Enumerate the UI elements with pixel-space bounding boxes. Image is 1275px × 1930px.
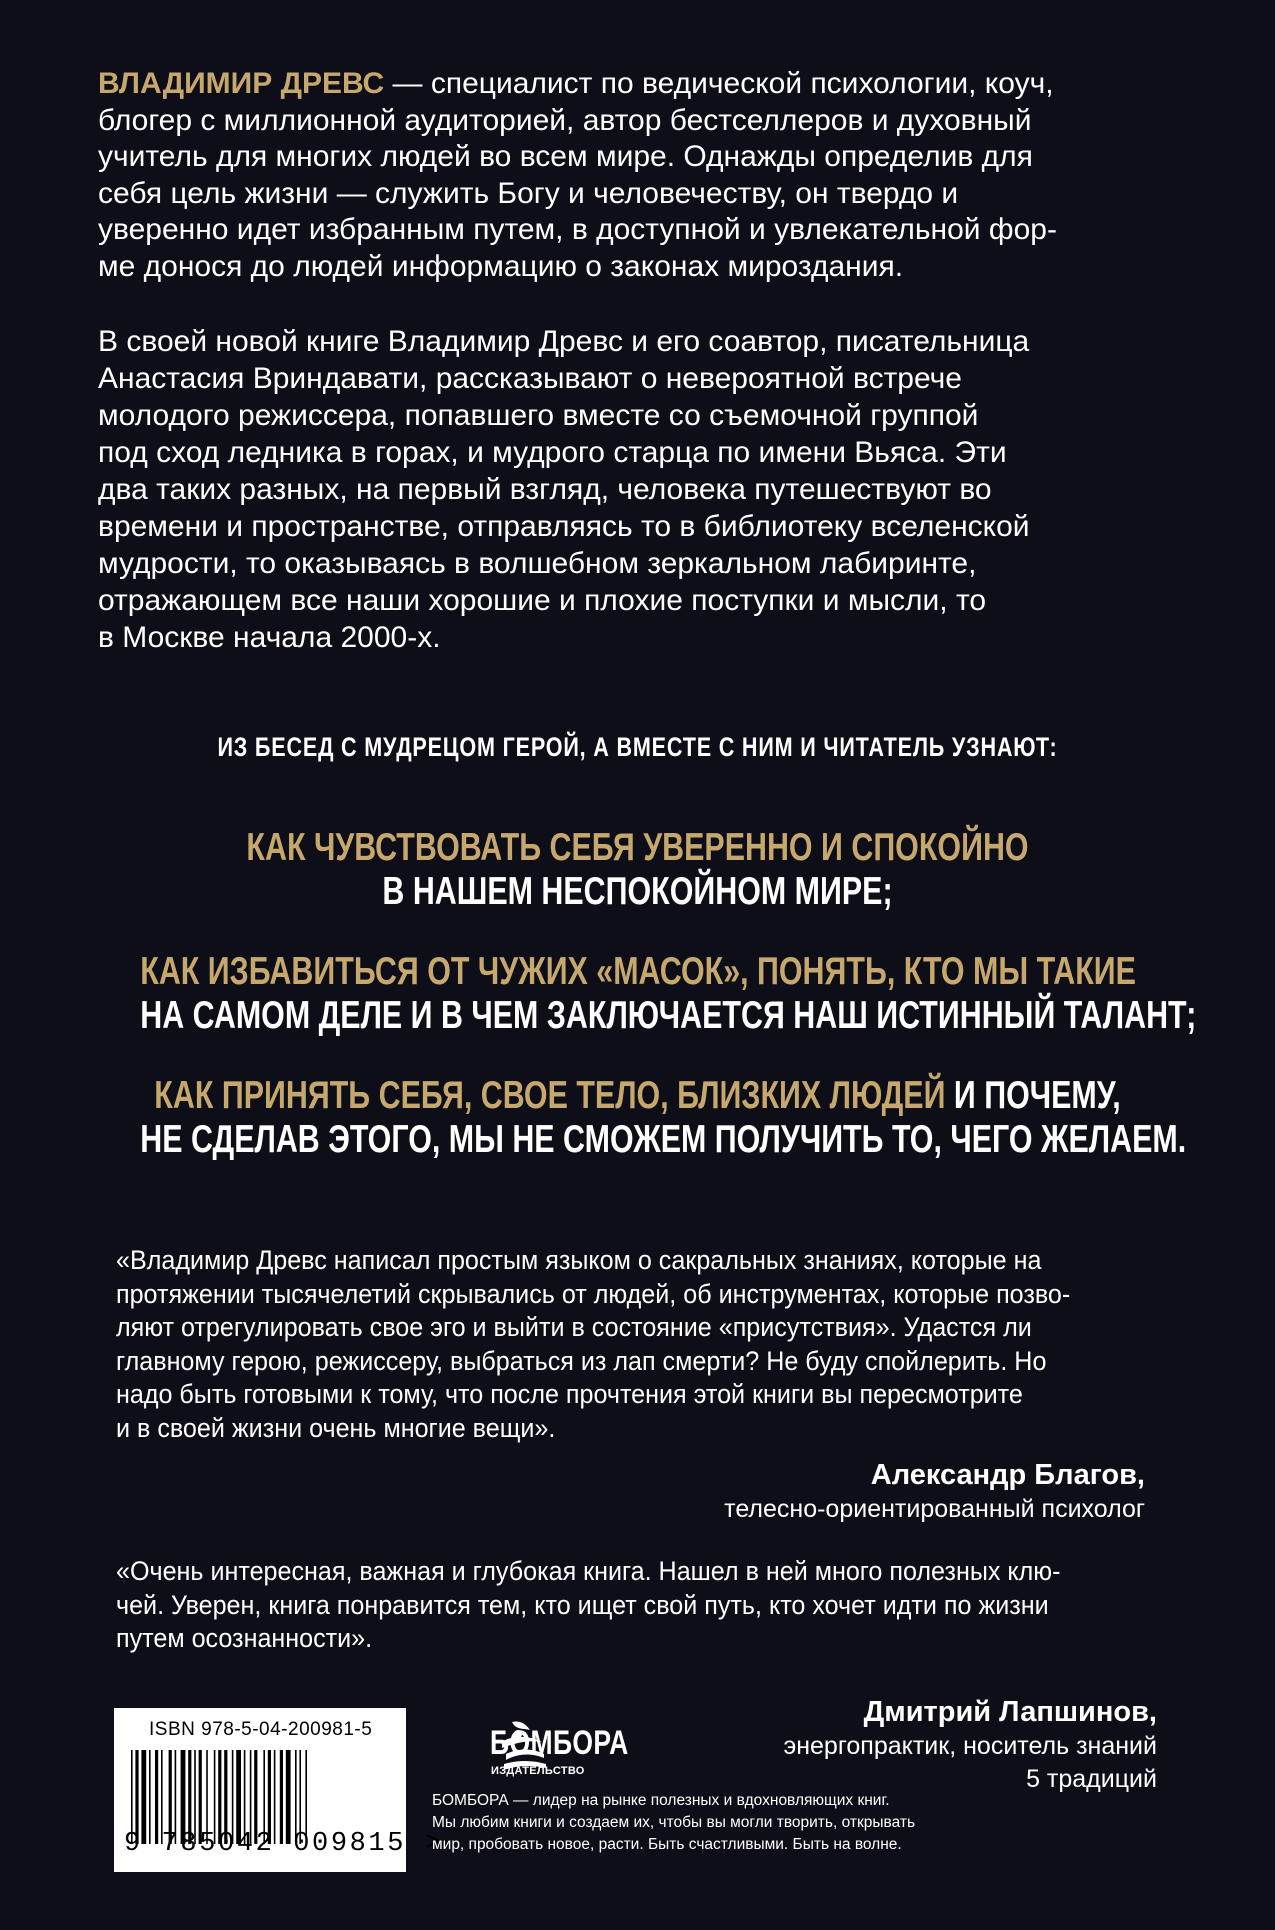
review-quote-1 [116,1244,1102,1445]
publisher-description [432,1790,1032,1856]
bio-line: себя цель жизни — служить Богу и человечеству, он твердо и [98,176,959,210]
reviewer-role: 5 традиций [1026,1765,1157,1793]
learning-point-highlight: КАК ПРИНЯТЬ СЕБЯ, СВОЕ ТЕЛО, БЛИЗКИХ ЛЮДЕЙ [154,1074,946,1117]
quote-line: ляют отрегулировать свое эго и выйти в состояние «присутствия». Удастся ли [116,1312,1032,1342]
learning-point-3 [140,1074,1187,1162]
review-quote-2 [116,1555,1102,1656]
summary-line: в Москве начала 2000-х. [98,621,441,654]
bio-line: блогер с миллионной аудиторией, автор бестселлеров и духовный [98,103,1032,137]
quote-line: надо быть готовыми к тому, что после прочтения этой книги вы пересмотрите [116,1379,1023,1409]
reviewer-role: энергопрактик, носитель знаний [783,1732,1157,1760]
learning-point-text: И ПОЧЕМУ, [945,1074,1121,1117]
summary-line: мудрости, то оказываясь в волшебном зеркальном лабиринте, [98,547,977,580]
quote-line: главному герою, режиссеру, выбраться из лап смерти? Не буду спойлерить. Но [116,1345,1047,1376]
summary-line: молодого режиссера, попавшего вместе со съемочной группой [98,399,979,432]
learnings-intro: ИЗ БЕСЕД С МУДРЕЦОМ ГЕРОЙ, А ВМЕСТЕ С НИМ И ЧИТАТЕЛЬ УЗНАЮТ: [217,732,1058,762]
quote-line: и в своей жизни очень многие вещи». [116,1412,556,1443]
summary-line: два таких разных, на первый взгляд, человека путешествуют во [98,473,992,506]
learning-point-1 [140,826,1135,914]
learning-point-2 [140,950,1197,1038]
learning-point-highlight: КАК ЧУВСТВОВАТЬ СЕБЯ УВЕРЕННО И СПОКОЙНО [246,826,1029,869]
barcode-digits: 9 785042 009815 > [124,1829,444,1859]
quote-line: путем осознанности». [116,1623,373,1653]
publisher-text-line: БОМБОРА — лидер на рынке полезных и вдохновляющих книг. [432,1792,890,1809]
reviewer-name: Дмитрий Лапшинов, [863,1696,1157,1728]
bio-line: учитель для многих людей во всем мире. Однажды определив для [98,140,1033,173]
book-summary [98,323,1188,656]
bio-line: уверенно идет избранным путем, в доступной и увлекательной фор- [98,213,1057,246]
review-author-1 [724,1457,1145,1526]
quote-line: чей. Уверен, книга понравится тем, кто ищет свой путь, кто хочет идти по жизни [116,1589,1049,1620]
quote-line: «Очень интересная, важная и глубокая книга. Нашел в ней много полезных клю- [116,1556,1061,1586]
learning-point-text: НЕ СДЕЛАВ ЭТОГО, МЫ НЕ СМОЖЕМ ПОЛУЧИТЬ ТО, ЧЕГО ЖЕЛАЕМ. [140,1118,1187,1161]
summary-line: времени и пространстве, отправляясь то в библиотеку вселенской [98,510,1030,543]
isbn-barcode [114,1708,444,1872]
quote-line: «Владимир Древс написал простым языком о сакральных знаниях, которые на [116,1245,1042,1275]
learning-point-text: НА САМОМ ДЕЛЕ И В ЧЕМ ЗАКЛЮЧАЕТСЯ НАШ ИСТИННЫЙ ТАЛАНТ; [140,994,1197,1037]
publisher-subtitle: ИЗДАТЕЛЬСТВО [491,1765,585,1777]
author-name: ВЛАДИМИР ДРЕВС [98,67,385,100]
author-bio [98,66,1188,285]
summary-line: под сход ледника в горах, и мудрого старца по имени Вьяса. Эти [98,436,1007,469]
learning-point-text: В НАШЕМ НЕСПОКОЙНОМ МИРЕ; [382,870,893,913]
learning-point-highlight: КАК ИЗБАВИТЬСЯ ОТ ЧУЖИХ «МАСОК», ПОНЯТЬ, КТО МЫ ТАКИЕ [140,950,1136,993]
isbn-label: ISBN 978-5-04-200981-5 [149,1719,373,1740]
summary-line: В своей новой книге Владимир Древс и его соавтор, писательница [98,325,1030,358]
learning-point-line [140,1074,1135,1118]
publisher-text-line: мир, пробовать новое, расти. Быть счастливыми. Быть на волне. [432,1836,902,1853]
review-author-2 [783,1694,1157,1796]
summary-line: отражающем все наши хорошие и плохие поступки и мысли, то [98,584,987,617]
summary-line: Анастасия Вриндавати, рассказывают о невероятной встрече [98,362,962,395]
bio-line: ВЛАДИМИР ДРЕВС — специалист по ведической психологии, коуч, [98,67,1054,100]
publisher-name: БОМБОРА [490,1724,629,1762]
reviewer-role: телесно-ориентированный психолог [724,1495,1145,1523]
reviewer-name: Александр Благов, [870,1459,1145,1491]
publisher-text-line: Мы любим книги и создаем их, чтобы вы могли творить, открывать [432,1814,916,1831]
quote-line: протяжении тысячелетий скрывались от людей, об инструментах, которые позво- [116,1278,1071,1309]
bio-line: ме донося до людей информацию о законах мироздания. [98,249,904,283]
